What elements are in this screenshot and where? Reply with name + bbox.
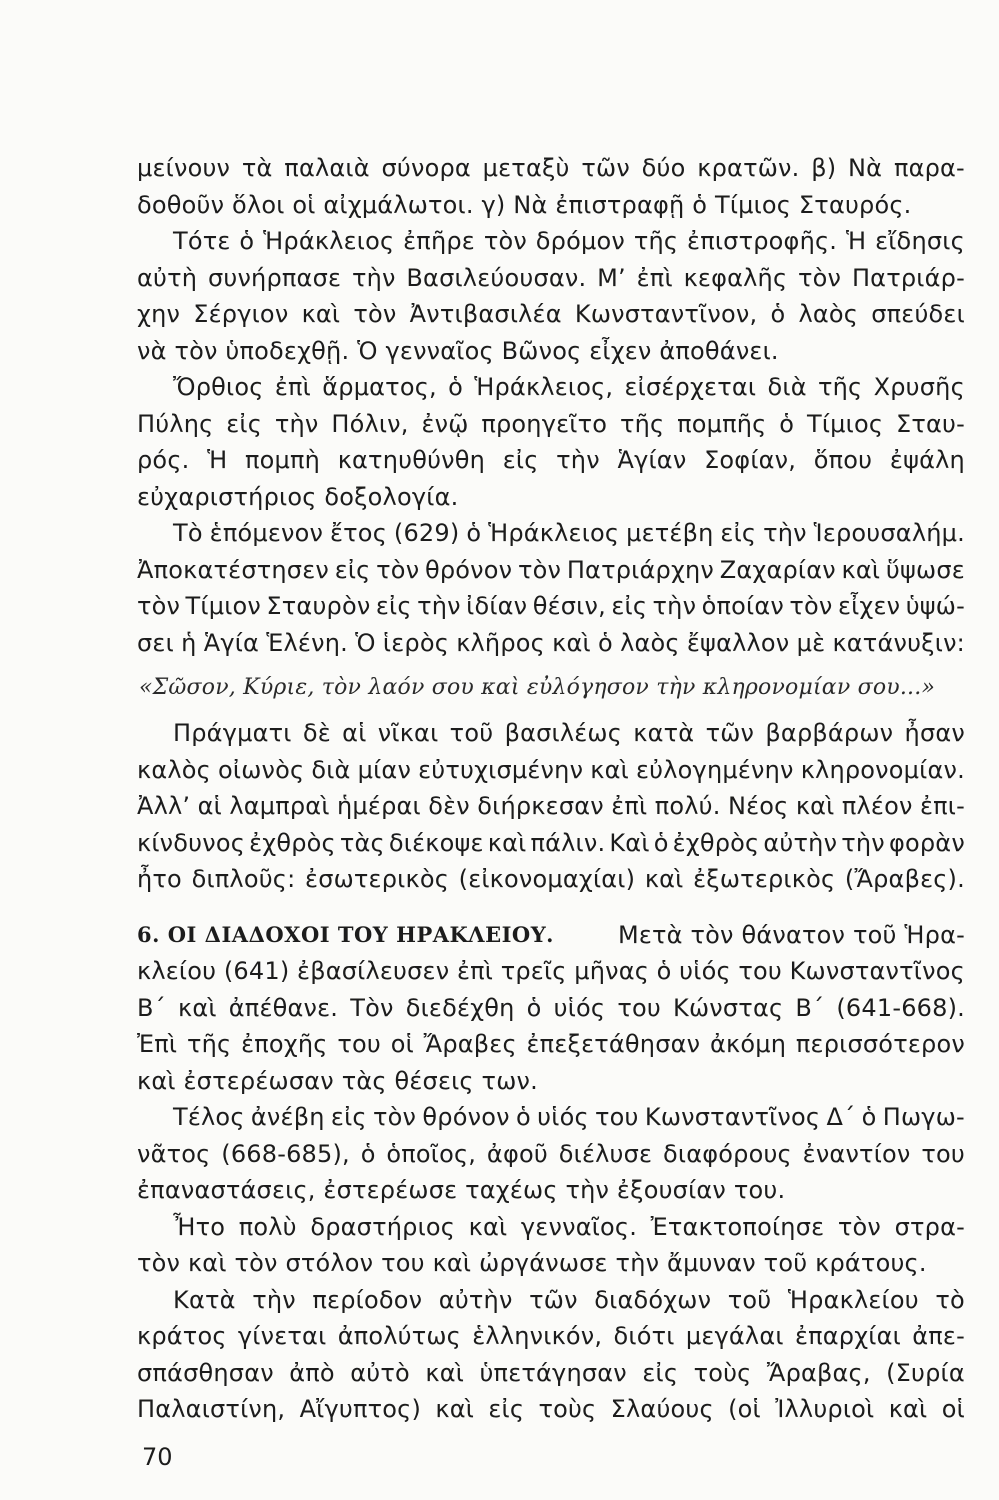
text-line: Πράγματι δὲ αἱ νῖκαι τοῦ βασιλέως κατὰ τῶν βαρβάρων ἦσαν [173, 719, 965, 747]
text-line: Τότε ὁ Ἡράκλειος ἐπῆρε τὸν δρόμον τῆς ἐπιστροφῆς. Ἡ εἴδησις [173, 227, 965, 255]
text-line: εὐχαριστήριος δοξολογία. [137, 482, 459, 511]
text-line: Β΄ καὶ ἀπέθανε. Τὸν διεδέχθη ὁ υἱός του Κώνστας Β΄ (641-668). [137, 993, 965, 1022]
text-line: κράτος γίνεται ἀπολύτως ἑλληνικόν, διότι μεγάλαι ἐπαρχίαι ἀπε- [137, 1322, 965, 1350]
text-line: ρός. Ἡ πομπὴ κατηυθύνθη εἰς τὴν Ἁγίαν Σοφίαν, ὅπου ἐψάλη [137, 446, 965, 474]
text-line: Ἀποκατέστησεν εἰς τὸν θρόνον τὸν Πατριάρχην Ζαχαρίαν καὶ ὕψωσε [137, 555, 965, 584]
text-line: κλείου (641) ἐβασίλευσεν ἐπὶ τρεῖς μῆνας ὁ υἱός του Κωνσταντῖνος [137, 957, 965, 985]
text-line: Ἐπὶ τῆς ἐποχῆς του οἱ Ἄραβες ἐπεξετάθησαν ἀκόμη περισσότερον [137, 1030, 965, 1058]
text-line: Τέλος ἀνέβη εἰς τὸν θρόνον ὁ υἱός του Κωνσταντῖνος Δ΄ ὁ Πωγω- [173, 1103, 965, 1131]
text-line: αὐτὴ συνήρπασε τὴν Βασιλεύουσαν. Μ’ ἐπὶ κεφαλῆς τὸν Πατριάρ- [137, 263, 965, 292]
text-line: νὰ τὸν ὑποδεχθῇ. Ὁ γενναῖος Βῶνος εἶχεν ἀποθάνει. [137, 336, 779, 365]
section-first-line [137, 917, 965, 954]
text-line: Πύλης εἰς τὴν Πόλιν, ἐνῷ προηγεῖτο τῆς πομπῆς ὁ Τίμιος Σταυ- [137, 409, 965, 438]
text-line: δοθοῦν ὅλοι οἱ αἰχμάλωτοι. γ) Νὰ ἐπιστραφῇ ὁ Τίμιος Σταυρός. [137, 190, 912, 219]
text-line: Ἀλλ’ αἱ λαμπραὶ ἡμέραι δὲν διήρκεσαν ἐπὶ πολύ. Νέος καὶ πλέον ἐπι- [137, 792, 965, 820]
text-line: Παλαιστίνη, Αἴγυπτος) καὶ εἰς τοὺς Σλαύους (οἱ Ἰλλυριοὶ καὶ οἱ [137, 1395, 965, 1423]
text-line: χην Σέργιον καὶ τὸν Ἀντιβασιλέα Κωνσταντῖνον, ὁ λαὸς σπεύδει [137, 300, 965, 328]
text-line: Τὸ ἑπόμενον ἔτος (629) ὁ Ἡράκλειος μετέβη εἰς τὴν Ἱερουσαλήμ. [173, 519, 965, 547]
text-line: ἐπαναστάσεις, ἐστερέωσε ταχέως τὴν ἐξουσίαν του. [137, 1176, 786, 1204]
hymn-quote: «Σῶσον, Κύριε, τὸν λαόν σου καὶ εὐλόγησον τὴν κληρονομίαν σου...» [139, 675, 936, 700]
text-line: τὸν Τίμιον Σταυρὸν εἰς τὴν ἰδίαν θέσιν, εἰς τὴν ὁποίαν τὸν εἶχεν ὑψώ- [137, 592, 965, 620]
page-text [137, 150, 965, 1428]
text-line: νᾶτος (668-685), ὁ ὁποῖος, ἀφοῦ διέλυσε διαφόρους ἐναντίον του [137, 1139, 965, 1168]
text-line: Ὄρθιος ἐπὶ ἅρματος, ὁ Ἡράκλειος, εἰσέρχεται διὰ τῆς Χρυσῆς [173, 373, 965, 401]
section-heading-continuation: Μετὰ τὸν θάνατον τοῦ Ἡρα- [617, 920, 965, 949]
section-spacer [137, 898, 965, 917]
text-line: καὶ ἐστερέωσαν τὰς θέσεις των. [137, 1066, 538, 1095]
text-line: τὸν καὶ τὸν στόλον του καὶ ὠργάνωσε τὴν ἄμυναν τοῦ κράτους. [137, 1249, 927, 1277]
text-line: καλὸς οἰωνὸς διὰ μίαν εὐτυχισμένην καὶ εὐλογημένην κληρονομίαν. [137, 755, 965, 784]
text-line: σει ἡ Ἁγία Ἑλένη. Ὁ ἱερὸς κλῆρος καὶ ὁ λαὸς ἔψαλλον μὲ κατάνυξιν: [137, 628, 965, 657]
text-line: Ἦτο πολὺ δραστήριος καὶ γενναῖος. Ἐτακτοποίησε τὸν στρα- [173, 1212, 965, 1241]
text-line: μείνουν τὰ παλαιὰ σύνορα μεταξὺ τῶν δύο κρατῶν. β) Νὰ παρα- [137, 154, 965, 182]
page-number: 70 [142, 1443, 173, 1471]
section-heading: 6. ΟΙ ΔΙΑΔΟΧΟΙ ΤΟΥ ΗΡΑΚΛΕΙΟΥ. [137, 921, 554, 947]
text-line: κίνδυνος ἐχθρὸς τὰς διέκοψε καὶ πάλιν. Καὶ ὁ ἐχθρὸς αὐτὴν τὴν φορὰν [137, 828, 965, 857]
text-line: σπάσθησαν ἀπὸ αὐτὸ καὶ ὑπετάγησαν εἰς τοὺς Ἄραβας, (Συρία [137, 1358, 965, 1387]
text-line: Κατὰ τὴν περίοδον αὐτὴν τῶν διαδόχων τοῦ Ἡρακλείου τὸ [173, 1285, 965, 1314]
text-line: ἦτο διπλοῦς: ἐσωτερικὸς (εἰκονομαχίαι) καὶ ἐξωτερικὸς (Ἄραβες). [137, 865, 965, 893]
